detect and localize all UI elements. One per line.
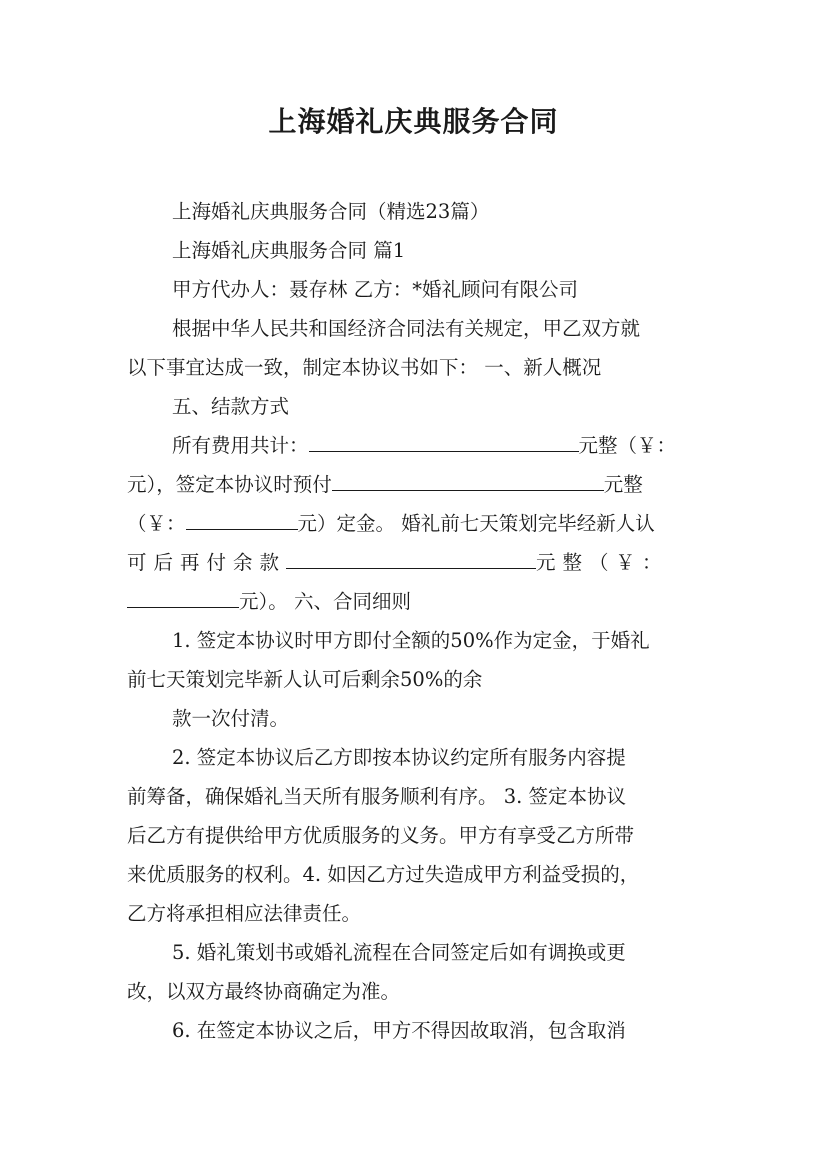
paragraph-line bbox=[127, 504, 703, 543]
text-segment: 元）定金。 婚礼前七天策划完毕经新人认 bbox=[297, 512, 655, 535]
fill-in-blank bbox=[127, 585, 239, 608]
paragraph-line bbox=[127, 426, 703, 465]
fill-in-blank bbox=[309, 429, 579, 452]
document-body bbox=[127, 192, 703, 1050]
fill-in-blank bbox=[286, 546, 536, 569]
paragraph-line: 1. 签定本协议时甲方即付全额的50%作为定金，于婚礼 bbox=[172, 629, 650, 652]
fill-in-blank bbox=[332, 468, 604, 491]
document-title: 上海婚礼庆典服务合同 bbox=[268, 105, 559, 138]
paragraph-line: 前七天策划完毕新人认可后剩余50%的余 bbox=[127, 668, 483, 691]
paragraph-line: 后乙方有提供给甲方优质服务的义务。甲方有享受乙方所带 bbox=[127, 824, 635, 847]
text-segment: 所有费用共计： bbox=[172, 434, 309, 457]
paragraph-line: 上海婚礼庆典服务合同（精选23篇） bbox=[172, 200, 490, 223]
paragraph-line: 乙方将承担相应法律责任。 bbox=[127, 902, 362, 925]
text-segment: 可后再付余款 bbox=[127, 551, 287, 574]
paragraph-line: 2. 签定本协议后乙方即按本协议约定所有服务内容提 bbox=[172, 746, 626, 769]
section-heading: 五、结款方式 bbox=[172, 395, 290, 418]
paragraph-line: 根据中华人民共和国经济合同法有关规定，甲乙双方就 bbox=[172, 317, 641, 340]
text-segment: 元整（￥： bbox=[536, 551, 669, 574]
paragraph-line: 款一次付清。 bbox=[172, 707, 290, 730]
fill-in-blank bbox=[186, 507, 298, 530]
text-segment: 元整（￥： bbox=[578, 434, 677, 457]
paragraph-line bbox=[127, 465, 703, 504]
paragraph-line: 改，以双方最终协商确定为准。 bbox=[127, 980, 401, 1003]
paragraph-line: 来优质服务的权利。4. 如因乙方过失造成甲方利益受损的， bbox=[127, 863, 640, 886]
text-segment: 元）。 六、合同细则 bbox=[239, 590, 411, 613]
paragraph-line bbox=[127, 582, 703, 621]
paragraph-line: 5. 婚礼策划书或婚礼流程在合同签定后如有调换或更 bbox=[172, 941, 626, 964]
paragraph-line: 甲方代办人：聂存林 乙方：*婚礼顾问有限公司 bbox=[172, 278, 578, 301]
text-segment: 元），签定本协议时预付 bbox=[127, 473, 332, 496]
text-segment: （￥： bbox=[127, 512, 186, 535]
paragraph-line: 前筹备，确保婚礼当天所有服务顺利有序。 3. 签定本协议 bbox=[127, 785, 627, 808]
paragraph-line: 以下事宜达成一致，制定本协议书如下： 一、新人概况 bbox=[127, 356, 602, 379]
text-segment: 元整 bbox=[603, 473, 643, 496]
paragraph-line: 6. 在签定本协议之后，甲方不得因故取消，包含取消 bbox=[172, 1019, 626, 1042]
paragraph-line: 上海婚礼庆典服务合同 篇1 bbox=[172, 239, 406, 262]
paragraph-line bbox=[127, 543, 703, 582]
